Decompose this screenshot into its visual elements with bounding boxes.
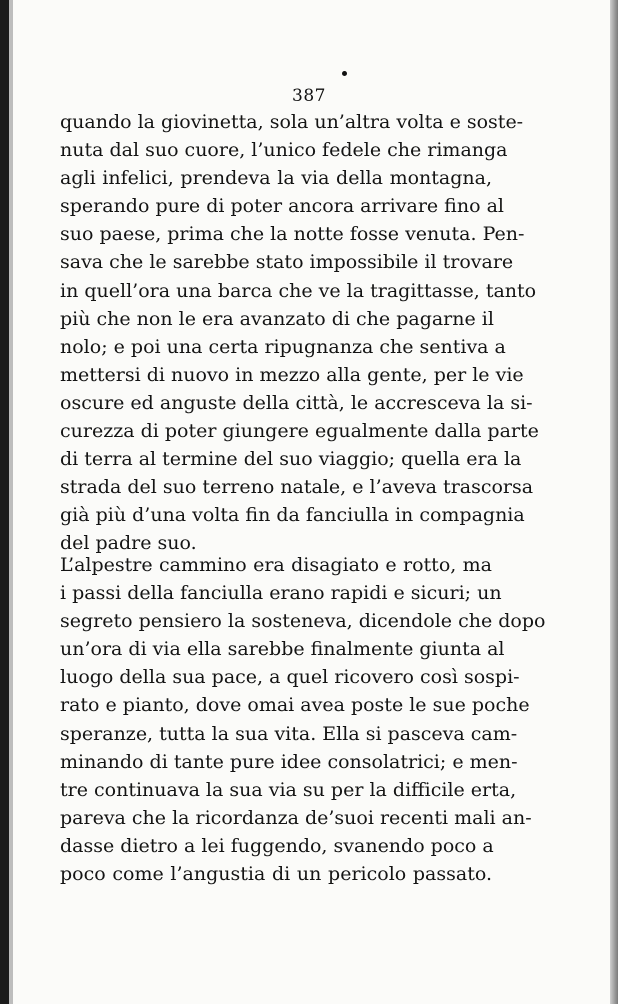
page-binding-edge	[9, 0, 13, 1004]
text-line: curezza di poter giungere egualmente dalla parte	[60, 420, 539, 443]
text-line: speranze, tutta la sua vita. Ella si pasceva cam-	[60, 722, 518, 745]
text-line: agli infelici, prendeva la via della montagna,	[60, 167, 492, 190]
page-number: 387	[292, 86, 326, 106]
text-line: segreto pensiero la sosteneva, dicendole che dopo	[60, 610, 546, 633]
text-line: mettersi di nuovo in mezzo alla gente, per le vie	[60, 363, 524, 386]
text-line: strada del suo terreno natale, e l’aveva trascorsa	[60, 476, 534, 499]
text-line: del padre suo.	[60, 532, 197, 555]
text-line: dasse dietro a lei fuggendo, svanendo poco a	[60, 834, 494, 857]
paragraph-1	[60, 108, 539, 558]
text-line: minando di tante pure idee consolatrici; e men-	[60, 750, 518, 773]
text-line: un’ora di via ella sarebbe finalmente giunta al	[60, 638, 505, 661]
text-line: in quell’ora una barca che ve la tragittasse, tanto	[60, 279, 537, 302]
text-line: sava che le sarebbe stato impossibile il trovare	[60, 251, 514, 274]
text-line: quando la giovinetta, sola un’altra volta e soste-	[60, 111, 524, 133]
text-line: nolo; e poi una certa ripugnanza che sentiva a	[60, 335, 506, 358]
ink-dot	[342, 71, 347, 76]
page-binding-shadow	[0, 0, 9, 1004]
text-line: tre continuava la sua via su per la difficile erta,	[60, 778, 517, 801]
text-line: di terra al termine del suo viaggio; quella era la	[60, 448, 522, 471]
text-line: oscure ed anguste della città, le accresceva la si-	[60, 391, 533, 414]
page-edge-shadow	[610, 0, 618, 1004]
text-line: i passi della fanciulla erano rapidi e sicuri; un	[60, 582, 502, 605]
text-line: pareva che la ricordanza de’suoi recenti mali an-	[60, 806, 532, 829]
text-line: L’alpestre cammino era disagiato e rotto, ma	[60, 554, 492, 576]
text-line: sperando pure di poter ancora arrivare fino al	[60, 195, 504, 218]
text-line: suo paese, prima che la notte fosse venuta. Pen-	[60, 223, 525, 246]
text-line: già più d’una volta fin da fanciulla in compagnia	[60, 504, 525, 527]
text-line: nuta dal suo cuore, l’unico fedele che rimanga	[60, 139, 508, 162]
text-line: luogo della sua pace, a quel ricovero così sospi-	[60, 666, 520, 689]
text-line: più che non le era avanzato di che pagarne il	[60, 307, 494, 330]
paragraph-2	[60, 551, 546, 888]
text-line: poco come l’angustia di un pericolo passato.	[60, 863, 492, 886]
text-line: rato e pianto, dove omai avea poste le sue poche	[60, 694, 530, 717]
